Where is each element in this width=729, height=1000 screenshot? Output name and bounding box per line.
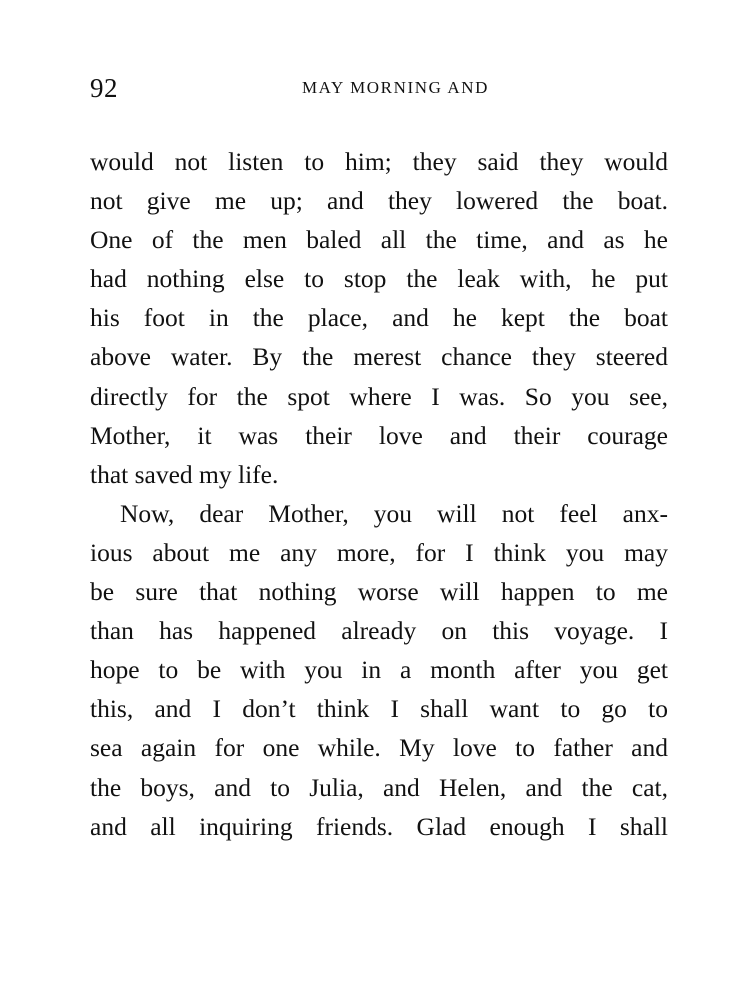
text-line: Mother, it was their love and their courage (90, 420, 668, 450)
text-line: sea again for one while. My love to father and (90, 733, 668, 763)
page-number: 92 (90, 73, 118, 103)
text-line: his foot in the place, and he kept the boat (90, 303, 668, 333)
text-line: be sure that nothing worse will happen to me (90, 577, 668, 607)
text-line: and all inquiring friends. Glad enough I shall (90, 811, 668, 841)
text-line: this, and I don’t think I shall want to go to (90, 694, 668, 724)
text-line: the boys, and to Julia, and Helen, and the cat, (90, 772, 668, 802)
text-line: had nothing else to stop the leak with, he put (90, 264, 668, 294)
text-line: hope to be with you in a month after you get (90, 655, 668, 685)
text-line: not give me up; and they lowered the boat. (90, 186, 668, 216)
text-line: above water. By the merest chance they steered (90, 342, 668, 372)
text-line: directly for the spot where I was. So you see, (90, 381, 668, 411)
text-line: ious about me any more, for I think you may (90, 537, 668, 567)
text-line: Now, dear Mother, you will not feel anx- (120, 498, 668, 528)
running-head: MAY MORNING AND (301, 78, 490, 97)
text-line: that saved my life. (90, 459, 279, 489)
body-text (90, 142, 668, 846)
page-header (90, 68, 671, 108)
text-line: One of the men baled all the time, and as he (90, 225, 668, 255)
text-line: would not listen to him; they said they would (90, 147, 668, 176)
text-line: than has happened already on this voyage. I (90, 616, 668, 646)
